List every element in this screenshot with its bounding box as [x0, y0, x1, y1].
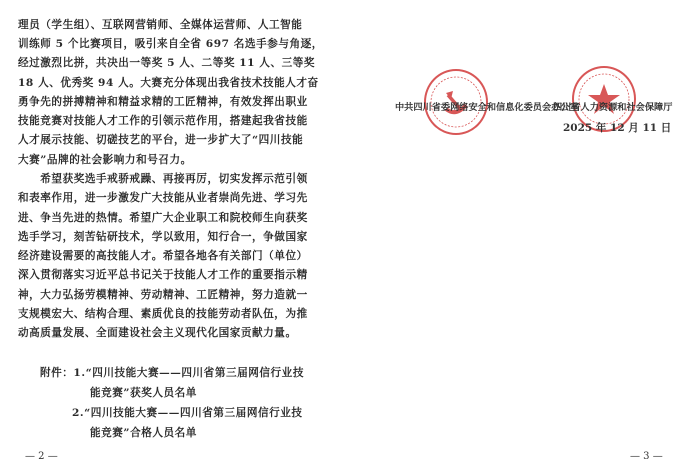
attachment-line: 能竞赛”合格人员名单: [90, 427, 197, 439]
page-number: — 3 —: [630, 451, 663, 462]
body-line: 动高质量发展、全面建设社会主义现代化国家贡献力量。: [18, 327, 297, 339]
body-line: 18 人、优秀奖 94 人。大赛充分体现出我省技术技能人才奋: [18, 77, 319, 89]
attachment-line: 能竞赛”获奖人员名单: [90, 387, 197, 399]
body-line: 深入贯彻落实习近平总书记关于技能人才工作的重要指示精: [18, 269, 308, 281]
page-3: [340, 0, 680, 475]
page-number: — 2 —: [25, 451, 58, 462]
attachment-line: 2.“四川技能大赛——四川省第三届网信行业技: [72, 407, 303, 419]
issue-date: 2025 年 12 月 11 日: [563, 122, 672, 134]
body-line: 经过激烈比拼，共决出一等奖 5 人、二等奖 11 人、三等奖: [18, 57, 316, 69]
body-line: 理员（学生组）、互联网营销师、全媒体运营师、人工智能: [18, 19, 303, 31]
body-line: 人才展示技能、切磋技艺的平台，进一步扩大了“四川技能: [18, 134, 304, 146]
body-line: 选手学习，刻苦钻研技术，学以致用，知行合一，争做国家: [18, 231, 308, 243]
body-line: 训练师 5 个比赛项目，吸引来自全省 697 名选手参与角逐，: [18, 38, 323, 50]
body-line: 和表率作用，进一步激发广大技能从业者崇尚先进、学习先: [18, 192, 308, 204]
body-line: 支规模宏大、结构合理、素质优良的技能劳动者队伍，为推: [18, 308, 308, 320]
body-line: 勇争先的拼搏精神和精益求精的工匠精神，有效发挥出职业: [18, 96, 308, 108]
body-line: 进、争当先进的热情。希望广大企业职工和院校师生向获奖: [18, 212, 308, 224]
signer-right: 四川省人力资源和社会保障厅: [553, 102, 673, 113]
signer-left: 中共四川省委网络安全和信息化委员会办公室: [395, 102, 579, 113]
body-line: 大赛”品牌的社会影响力和号召力。: [18, 154, 192, 166]
body-line: 技能竞赛对技能人才工作的引领示范作用，搭建起我省技能: [18, 115, 308, 127]
body-line: 希望获奖选手戒骄戒躁、再接再厉，切实发挥示范引领: [18, 173, 308, 185]
body-line: 经济建设需要的高技能人才。希望各地各有关部门（单位）: [18, 250, 308, 262]
body-line: 神，大力弘扬劳模精神、劳动精神、工匠精神，努力造就一: [18, 289, 308, 301]
attachment-line: 附件：1.“四川技能大赛——四川省第三届网信行业技: [40, 367, 304, 379]
